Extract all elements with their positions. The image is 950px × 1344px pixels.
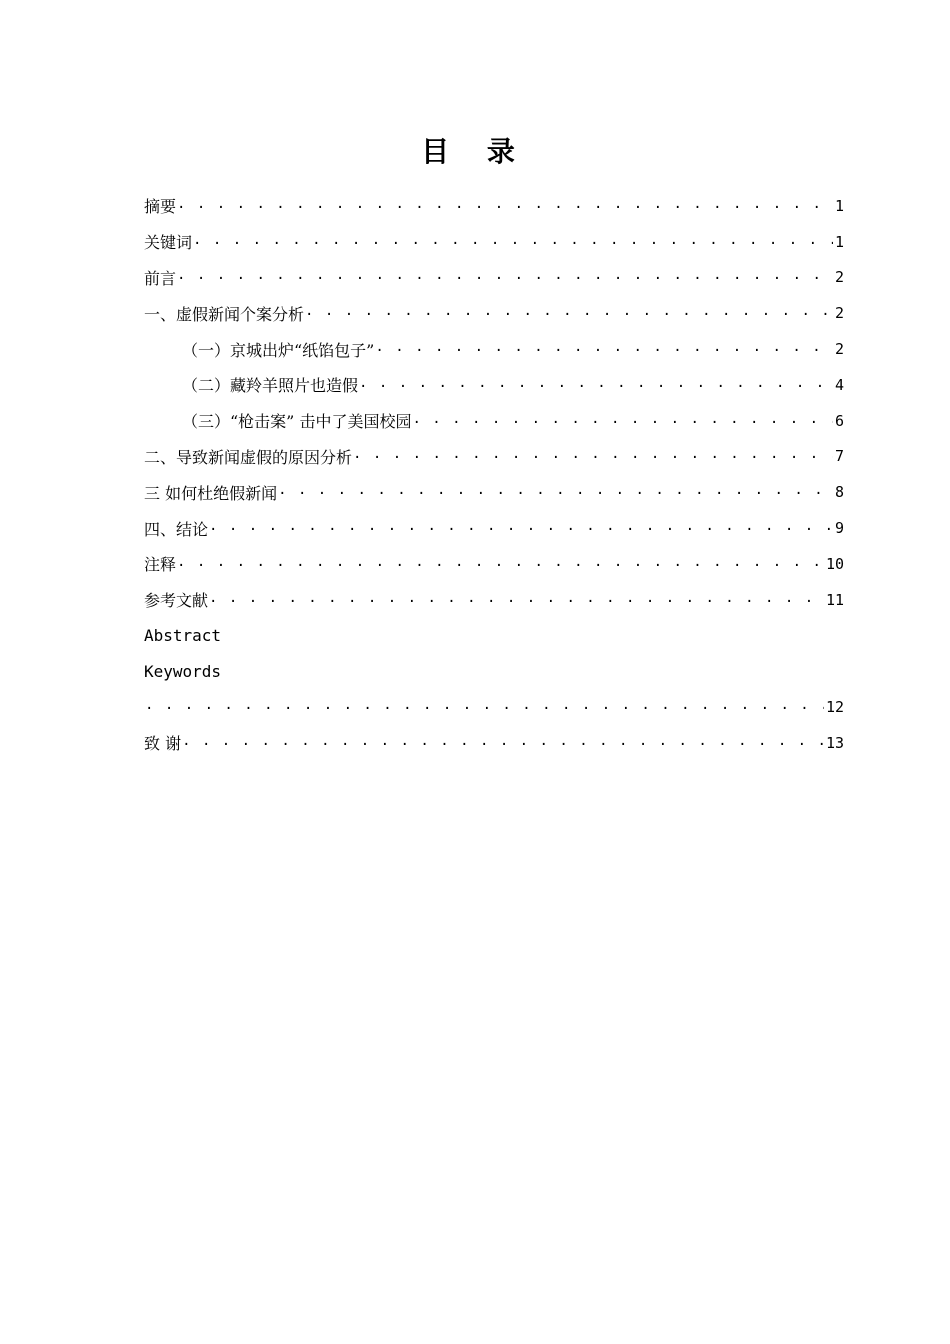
- toc-entry-abstract-cn[interactable]: [144, 188, 844, 224]
- toc-entry-abstract-en[interactable]: [144, 618, 844, 654]
- toc-entry-label: （二）藏羚羊照片也造假: [182, 376, 359, 396]
- toc-entry-acknowledgements[interactable]: [144, 725, 844, 761]
- toc-entry-label: 前言: [144, 268, 177, 288]
- toc-entry-page: 11: [825, 590, 844, 609]
- toc-entry-page: 10: [825, 554, 844, 573]
- toc-entry-label: （一）京城出炉“纸馅包子”: [182, 340, 375, 360]
- toc-entry-references[interactable]: [144, 582, 844, 618]
- toc-entry-label: 致 谢: [144, 734, 182, 754]
- toc-entry-page: 9: [834, 519, 844, 538]
- toc-entry-keywords-cn[interactable]: [144, 224, 844, 260]
- toc-entry-page: 4: [834, 375, 844, 394]
- dot-leader: [375, 340, 833, 358]
- toc-entry-section-1[interactable]: [144, 295, 844, 331]
- dot-leader: [278, 483, 833, 501]
- toc-entry-page: 2: [834, 304, 844, 323]
- toc-title: 目 录: [421, 135, 529, 168]
- toc-entry-section-1-1[interactable]: [144, 331, 844, 367]
- toc-entry-page: 2: [834, 340, 844, 359]
- toc-entry-page: 12: [825, 698, 844, 717]
- dot-leader: [177, 197, 833, 215]
- dot-leader: [177, 268, 833, 286]
- toc-entry-page: 1: [834, 196, 844, 215]
- toc-entry-label: Keywords: [144, 661, 222, 681]
- toc-entry-page: 1: [834, 232, 844, 251]
- toc-entry-label: 参考文献: [144, 591, 209, 611]
- dot-leader: [145, 698, 824, 716]
- dot-leader: [412, 412, 833, 430]
- toc-entry-preface[interactable]: [144, 260, 844, 296]
- dot-leader: [177, 555, 824, 573]
- dot-leader: [209, 519, 833, 537]
- dot-leader: [182, 734, 824, 752]
- dot-leader: [193, 233, 833, 251]
- toc-entry-section-4[interactable]: [144, 510, 844, 546]
- toc-entry-label: Abstract: [144, 625, 222, 645]
- toc-entry-page: 8: [834, 483, 844, 502]
- toc-entry-label: （三）“枪击案” 击中了美国校园: [182, 412, 412, 432]
- dot-leader: [209, 591, 824, 609]
- toc-entry-section-1-2[interactable]: [144, 367, 844, 403]
- toc-entry-label: 二、导致新闻虚假的原因分析: [144, 447, 353, 467]
- toc-entry-label: 一、虚假新闻个案分析: [144, 304, 305, 324]
- toc-entry-section-1-3[interactable]: [144, 403, 844, 439]
- dot-leader: [359, 376, 833, 394]
- toc-entry-page: 7: [834, 447, 844, 466]
- toc-entry-label: 三 如何杜绝假新闻: [144, 483, 278, 503]
- dot-leader: [305, 304, 833, 322]
- toc-entry-page: 13: [825, 733, 844, 752]
- toc-entry-page: 2: [834, 268, 844, 287]
- table-of-contents: [144, 188, 844, 761]
- dot-leader: [353, 447, 833, 465]
- toc-entry-label: 四、结论: [144, 519, 209, 539]
- toc-entry-notes[interactable]: [144, 546, 844, 582]
- toc-entry-section-3[interactable]: [144, 474, 844, 510]
- toc-entry-label: 关键词: [144, 233, 193, 253]
- toc-entry-keywords-en[interactable]: [144, 653, 844, 689]
- toc-entry-section-2[interactable]: [144, 439, 844, 475]
- toc-entry-page: 6: [834, 411, 844, 430]
- toc-entry-label: 摘要: [144, 197, 177, 217]
- toc-entry-continuation[interactable]: [144, 689, 844, 725]
- toc-entry-label: 注释: [144, 555, 177, 575]
